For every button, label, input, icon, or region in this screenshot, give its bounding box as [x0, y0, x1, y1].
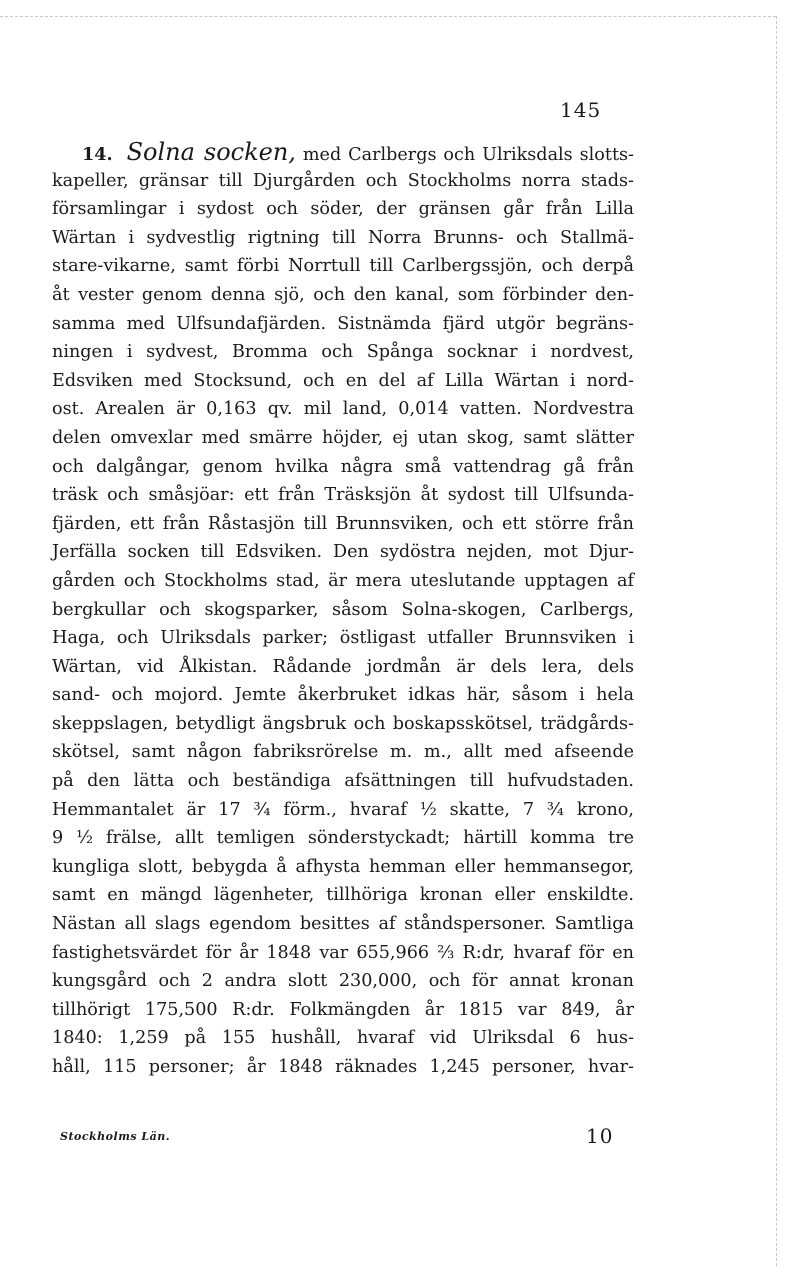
- text-line: Hemmantalet är 17 ¾ förm., hvaraf ½ skatte, 7 ¾ krono,: [52, 799, 634, 820]
- signature-mark: Stockholms Län.: [60, 1130, 171, 1143]
- text-line: kungliga slott, bebygda å afhysta hemman eller hemmansegor,: [52, 856, 634, 877]
- page-number: 145: [560, 98, 602, 122]
- scan-top-edge: [0, 16, 776, 17]
- text-line: skeppslagen, betydligt ängsbruk och boskapsskötsel, trädgårds-: [52, 713, 634, 734]
- text-line: stare-vikarne, samt förbi Norrtull till Carlbergssjön, och derpå: [52, 256, 634, 277]
- text-line: Wärtan, vid Ålkistan. Rådande jordmån är dels lera, dels: [52, 656, 634, 677]
- sheet-number: 10: [586, 1124, 614, 1148]
- text-line: Nästan all slags egendom besittes af ståndspersoner. Samtliga: [52, 914, 634, 935]
- text-line: ost. Arealen är 0,163 qv. mil land, 0,014 vatten. Nordvestra: [52, 399, 634, 420]
- text-line: sand- och mojord. Jemte åkerbruket idkas här, såsom i hela: [52, 685, 634, 706]
- text-line: Edsviken med Stocksund, och en del af Lilla Wärtan i nord-: [52, 370, 634, 391]
- text-line: tillhörigt 175,500 R:dr. Folkmängden år 1815 var 849, år: [52, 999, 634, 1020]
- text-line: församlingar i sydost och söder, der gränsen går från Lilla: [52, 199, 634, 220]
- text-line: kungsgård och 2 andra slott 230,000, och för annat kronan: [52, 971, 634, 992]
- text-line: fjärden, ett från Råstasjön till Brunnsviken, och ett större från: [52, 513, 634, 534]
- text-line: gården och Stockholms stad, är mera uteslutande upptagen af: [52, 570, 634, 591]
- text-line: Wärtan i sydvestlig rigtning till Norra Brunns- och Stallmä-: [52, 227, 634, 248]
- text-line: 9 ½ frälse, allt temligen sönderstyckadt; härtill komma tre: [52, 828, 634, 849]
- text-line: på den lätta och beständiga afsättningen till hufvudstaden.: [52, 771, 634, 792]
- section-heading-line: [52, 138, 634, 167]
- text-line: och dalgångar, genom hvilka några små vattendrag gå från: [52, 456, 634, 477]
- text-line: Haga, och Ulriksdals parker; östligast utfaller Brunnsviken i: [52, 628, 634, 649]
- section-body: [52, 138, 634, 1082]
- text-line: fastighetsvärdet för år 1848 var 655,966 ⅔ R:dr, hvaraf för en: [52, 942, 634, 963]
- section-number: 14.: [82, 144, 113, 165]
- text-line: håll, 115 personer; år 1848 räknades 1,245 personer, hvar-: [52, 1057, 634, 1077]
- text-line: ningen i sydvest, Bromma och Spånga socknar i nordvest,: [52, 342, 634, 363]
- text-line: träsk och småsjöar: ett från Träsksjön åt sydost till Ulfsunda-: [52, 485, 634, 506]
- text-line: samma med Ulfsundafjärden. Sistnämda fjärd utgör begräns-: [52, 313, 634, 334]
- text-line: åt vester genom denna sjö, och den kanal, som förbinder den-: [52, 284, 634, 305]
- text-line: skötsel, samt någon fabriksrörelse m. m., allt med afseende: [52, 742, 634, 763]
- text-line: samt en mängd lägenheter, tillhöriga kronan eller enskildte.: [52, 885, 634, 906]
- text-line: Jerfälla socken till Edsviken. Den sydöstra nejden, mot Djur-: [52, 542, 634, 563]
- scan-right-edge: [776, 16, 777, 1266]
- text-line: med Carlbergs och Ulriksdals slotts-: [302, 145, 634, 165]
- text-line: bergkullar och skogsparker, såsom Solna-skogen, Carlbergs,: [52, 599, 634, 620]
- text-line: delen omvexlar med smärre höjder, ej utan skog, samt slätter: [52, 427, 634, 448]
- text-line: 1840: 1,259 på 155 hushåll, hvaraf vid Ulriksdal 6 hus-: [52, 1028, 634, 1049]
- section-title: Solna socken,: [126, 138, 296, 166]
- text-line: kapeller, gränsar till Djurgården och Stockholms norra stads-: [52, 170, 634, 191]
